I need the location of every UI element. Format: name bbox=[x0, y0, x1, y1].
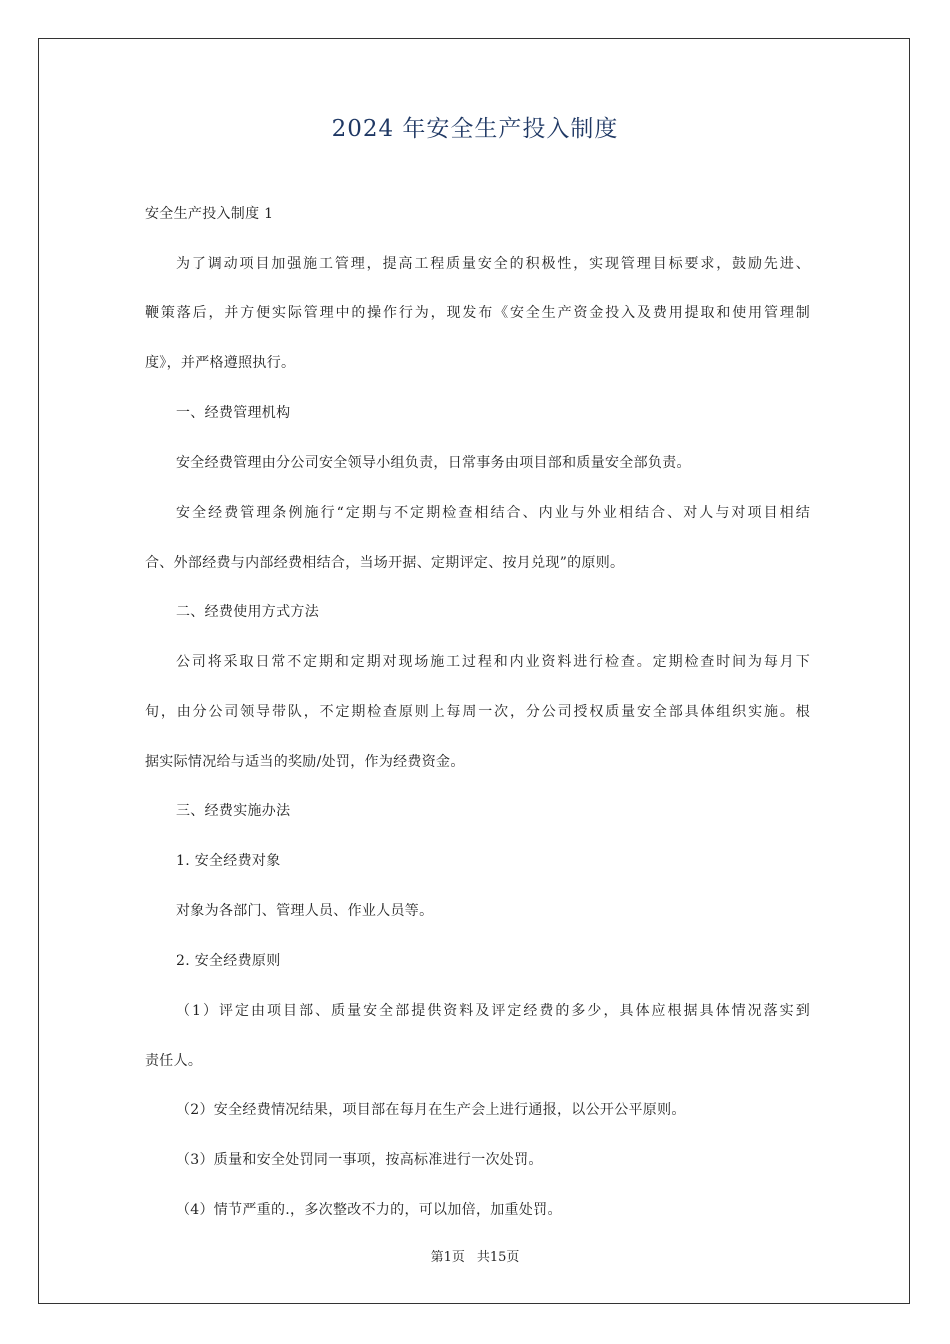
paragraph-line: （1）评定由项目部、质量安全部提供资料及评定经费的多少，具体应根据具体情况落实到 bbox=[176, 1003, 810, 1019]
paragraph-line: （2）安全经费情况结果，项目部在每月在生产会上进行通报，以公开公平原则。 bbox=[176, 1102, 686, 1118]
paragraph-line: 安全经费管理由分公司安全领导小组负责，日常事务由项目部和质量安全部负责。 bbox=[176, 455, 691, 471]
section-heading: 二、经费使用方式方法 bbox=[176, 604, 319, 620]
paragraph-line: 对象为各部门、管理人员、作业人员等。 bbox=[176, 903, 434, 919]
paragraph-line: （3）质量和安全处罚同一事项，按高标准进行一次处罚。 bbox=[176, 1152, 543, 1168]
document-title: 2024 年安全生产投入制度 bbox=[331, 116, 619, 142]
section-subtitle: 安全生产投入制度 1 bbox=[145, 206, 274, 222]
paragraph-line: 度》，并严格遵照执行。 bbox=[145, 355, 296, 371]
section-heading: 一、经费管理机构 bbox=[176, 405, 291, 421]
paragraph-line: 安全经费管理条例施行“定期与不定期检查相结合、内业与外业相结合、对人与对项目相结 bbox=[176, 505, 810, 521]
paragraph-line: 为了调动项目加强施工管理，提高工程质量安全的积极性，实现管理目标要求，鼓励先进、 bbox=[176, 256, 810, 272]
subsection-heading: 2. 安全经费原则 bbox=[176, 953, 281, 969]
page-total: 共15页 bbox=[476, 1250, 520, 1265]
section-heading: 三、经费实施办法 bbox=[176, 803, 291, 819]
paragraph-line: （4）情节严重的.，多次整改不力的，可以加倍，加重处罚。 bbox=[176, 1202, 562, 1218]
paragraph-line: 鞭策落后，并方便实际管理中的操作行为，现发布《安全生产资金投入及费用提取和使用管理制 bbox=[145, 305, 810, 321]
page-number: 第1页 bbox=[430, 1250, 465, 1265]
paragraph-line: 责任人。 bbox=[145, 1053, 203, 1069]
paragraph-line: 公司将采取日常不定期和定期对现场施工过程和内业资料进行检查。定期检查时间为每月下 bbox=[176, 654, 810, 670]
subsection-heading: 1. 安全经费对象 bbox=[176, 853, 281, 869]
paragraph-line: 合、外部经费与内部经费相结合，当场开据、定期评定、按月兑现”的原则。 bbox=[145, 555, 625, 571]
page-footer bbox=[0, 1248, 950, 1268]
paragraph-line: 旬，由分公司领导带队，不定期检查原则上每周一次，分公司授权质量安全部具体组织实施。根 bbox=[145, 704, 810, 720]
paragraph-line: 据实际情况给与适当的奖励/处罚，作为经费资金。 bbox=[145, 754, 465, 770]
